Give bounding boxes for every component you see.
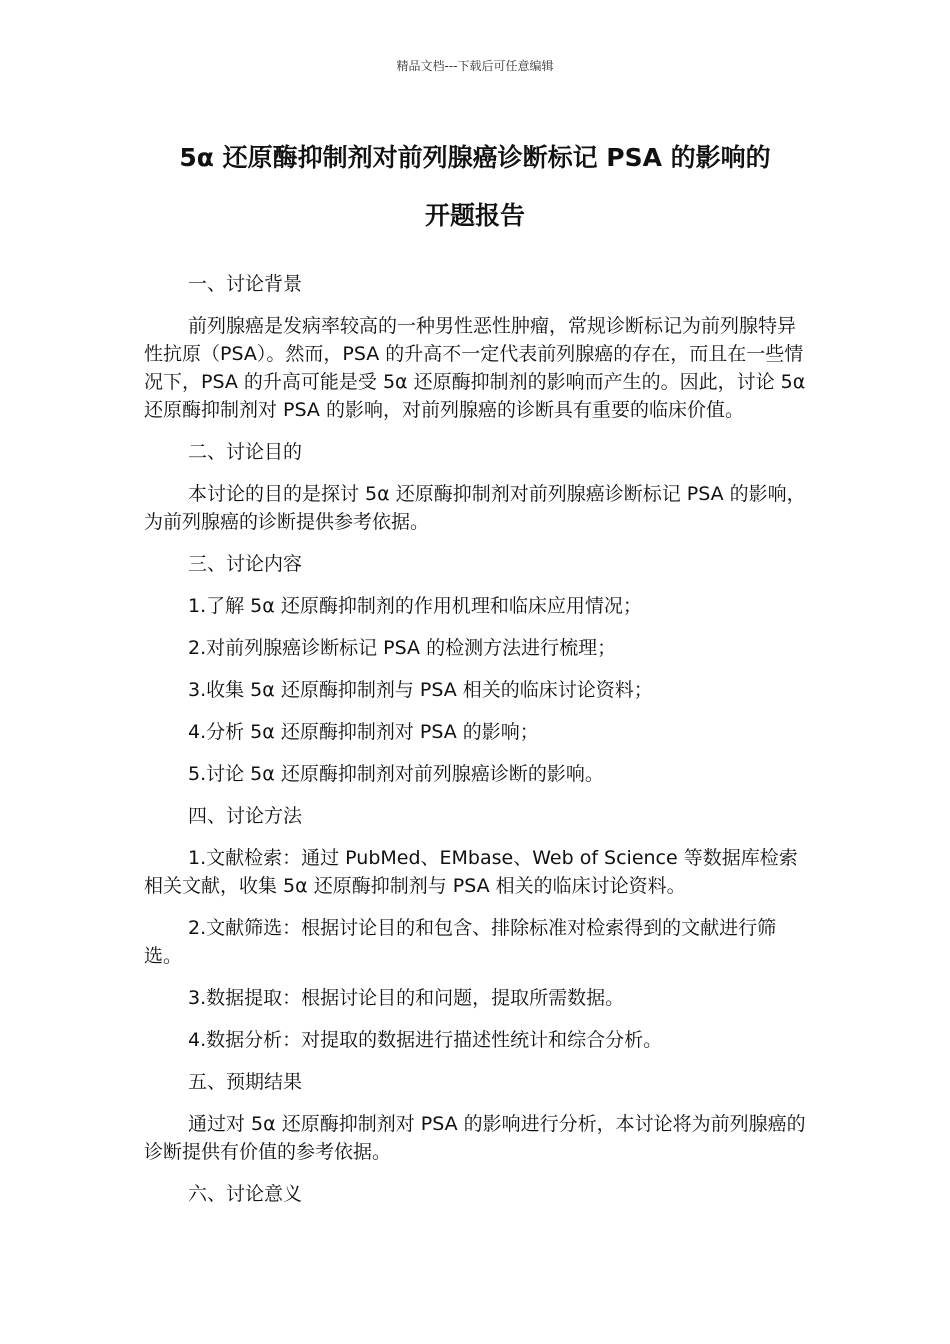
list-item-content-2: 2.对前列腺癌诊断标记 PSA 的检测方法进行梳理；	[188, 637, 617, 659]
section-heading-methods: 四、讨论方法	[188, 805, 303, 827]
section-heading-content: 三、讨论内容	[188, 553, 303, 575]
list-item-content-4: 4.分析 5α 还原酶抑制剂对 PSA 的影响；	[188, 721, 539, 743]
section-heading-significance: 六、讨论意义	[188, 1183, 303, 1205]
paragraph-purpose: 本讨论的目的是探讨 5α 还原酶抑制剂对前列腺癌诊断标记 PSA 的影响，为前列腺癌的诊断提供参考依据。	[144, 483, 806, 533]
document-title-line-1: 5α 还原酶抑制剂对前列腺癌诊断标记 PSA 的影响的	[179, 143, 771, 172]
document-body	[144, 270, 810, 1222]
paragraph-expected-results: 通过对 5α 还原酶抑制剂对 PSA 的影响进行分析，本讨论将为前列腺癌的诊断提供有价值的参考依据。	[144, 1113, 806, 1163]
list-item-method-3: 3.数据提取：根据讨论目的和问题，提取所需数据。	[188, 987, 625, 1009]
list-item-method-1: 1.文献检索：通过 PubMed、EMbase、Web of Science 等数据库检索相关文献，收集 5α 还原酶抑制剂与 PSA 相关的临床讨论资料。	[144, 847, 798, 897]
list-item-method-4: 4.数据分析：对提取的数据进行描述性统计和综合分析。	[188, 1029, 663, 1051]
header-note: 精品文档---下载后可任意编辑	[396, 59, 554, 73]
document-title-line-2: 开题报告	[424, 201, 525, 230]
list-item-method-2: 2.文献筛选：根据讨论目的和包含、排除标准对检索得到的文献进行筛选。	[144, 917, 777, 967]
section-heading-expected-results: 五、预期结果	[188, 1071, 303, 1093]
paragraph-background: 前列腺癌是发病率较高的一种男性恶性肿瘤，常规诊断标记为前列腺特异性抗原（PSA）。然而，PSA 的升高不一定代表前列腺癌的存在，而且在一些情况下，PSA 的升高可能是受 5α 还原酶抑制剂的影响而产生的。因此，讨论 5α 还原酶抑制剂对 PSA 的影响，对前列腺癌的诊断具有重要的临床价值。	[144, 315, 806, 421]
list-item-content-1: 1.了解 5α 还原酶抑制剂的作用机理和临床应用情况；	[188, 595, 642, 617]
section-heading-purpose: 二、讨论目的	[188, 441, 303, 463]
section-heading-background: 一、讨论背景	[188, 273, 303, 295]
list-item-content-3: 3.收集 5α 还原酶抑制剂与 PSA 相关的临床讨论资料；	[188, 679, 653, 701]
list-item-content-5: 5.讨论 5α 还原酶抑制剂对前列腺癌诊断的影响。	[188, 763, 604, 785]
